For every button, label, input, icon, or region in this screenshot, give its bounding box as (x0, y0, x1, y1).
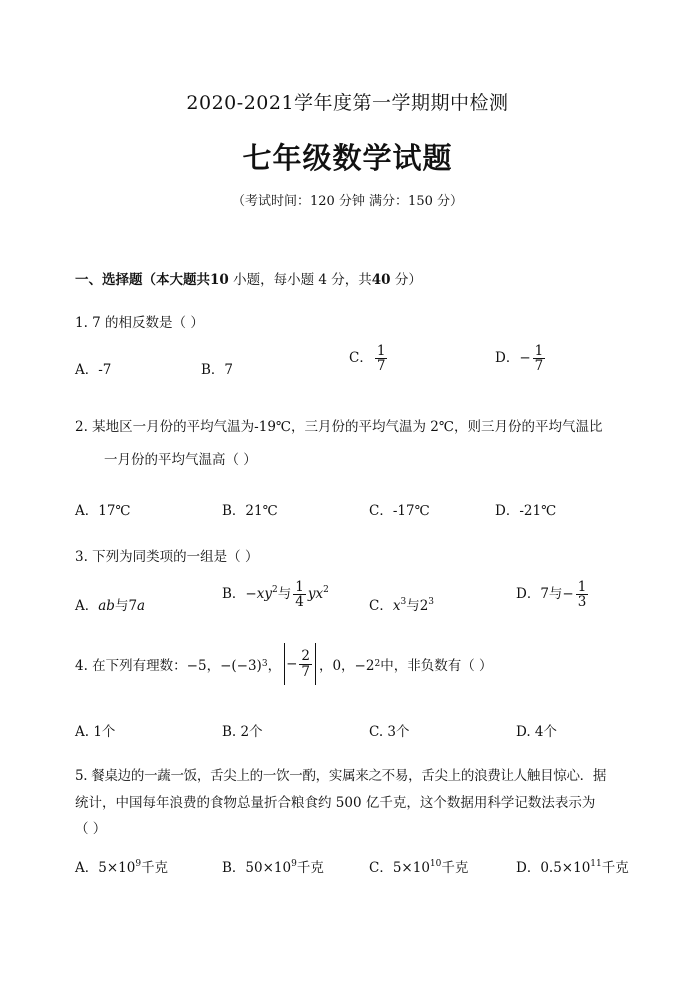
exam-meta: （考试时间：120 分钟 满分：150 分） (231, 194, 464, 209)
question-3-stem: 3. 下列为同类项的一组是（ ） (75, 549, 259, 565)
question-5-stem-line1: 5. 餐桌边的一蔬一饭，舌尖上的一饮一酌，实属来之不易，舌尖上的浪费让人触目惊心．据 (75, 768, 607, 784)
q4-option-a: A. 1个 (75, 724, 116, 740)
exam-title: 七年级数学试题 (242, 141, 453, 175)
q4-option-d: D. 4个 (516, 724, 558, 740)
question-1-stem: 1. 7 的相反数是（ ） (75, 315, 204, 331)
q1-option-a: A．-7 (75, 362, 112, 378)
q5-option-a: A．$5\times 10^9$千克 (75, 859, 169, 876)
exam-name: 2020-2021学年度第一学期期中检测 (186, 92, 509, 114)
q2-option-d: D．-21℃ (495, 503, 557, 519)
q2-option-c: C．-17℃ (369, 503, 430, 519)
q5-option-d: D．$0.5\times 10^{11}$千克 (516, 859, 629, 876)
q4-option-c: C. 3个 (369, 724, 410, 740)
question-5-stem-line3: （ ） (75, 821, 107, 837)
q1-option-d: D．− $\frac{1}{7}$ (495, 343, 544, 375)
absolute-value: − $\frac{2}{7}$ (284, 643, 316, 685)
q3-option-a: A．ab与7a (75, 598, 146, 614)
q1-option-b: B．7 (201, 362, 234, 378)
question-2-stem-line1: 2. 某地区一月份的平均气温为-19℃，三月份的平均气温为 2℃，则三月份的平均气温比 (75, 419, 603, 435)
q5-option-c: C．$5\times 10^{10}$千克 (369, 859, 469, 876)
question-5-stem-line2: 统计，中国每年浪费的食物总量折合粮食约 500 亿千克，这个数据用科学记数法表示为 (75, 795, 596, 811)
q1-option-c: C． $\frac{1}{7}$ (349, 343, 386, 375)
question-2-stem-line2: 一月份的平均气温高（ ） (104, 452, 257, 468)
question-4-stem: 4. 在下列有理数：−5，−(−3) 3 ， − $\frac{2}{7}$ ，0，−2 2 中，非负数有（ ） (75, 643, 493, 685)
section-heading: 一、选择题（本大题共10 小题，每小题 4 分，共40 分） (75, 272, 422, 288)
q3-option-c: C．$x^3$与$2^3$ (369, 597, 435, 614)
q3-option-b: B．$-xy^2$与 $\frac{1}{4}$ $yx^2$ (222, 579, 329, 611)
q3-option-d: D．7与− $\frac{1}{3}$ (516, 579, 587, 611)
q5-option-b: B．$50\times 10^9$千克 (222, 859, 324, 876)
q2-option-b: B．21℃ (222, 503, 278, 519)
q2-option-a: A．17℃ (75, 503, 131, 519)
q4-option-b: B. 2个 (222, 724, 263, 740)
